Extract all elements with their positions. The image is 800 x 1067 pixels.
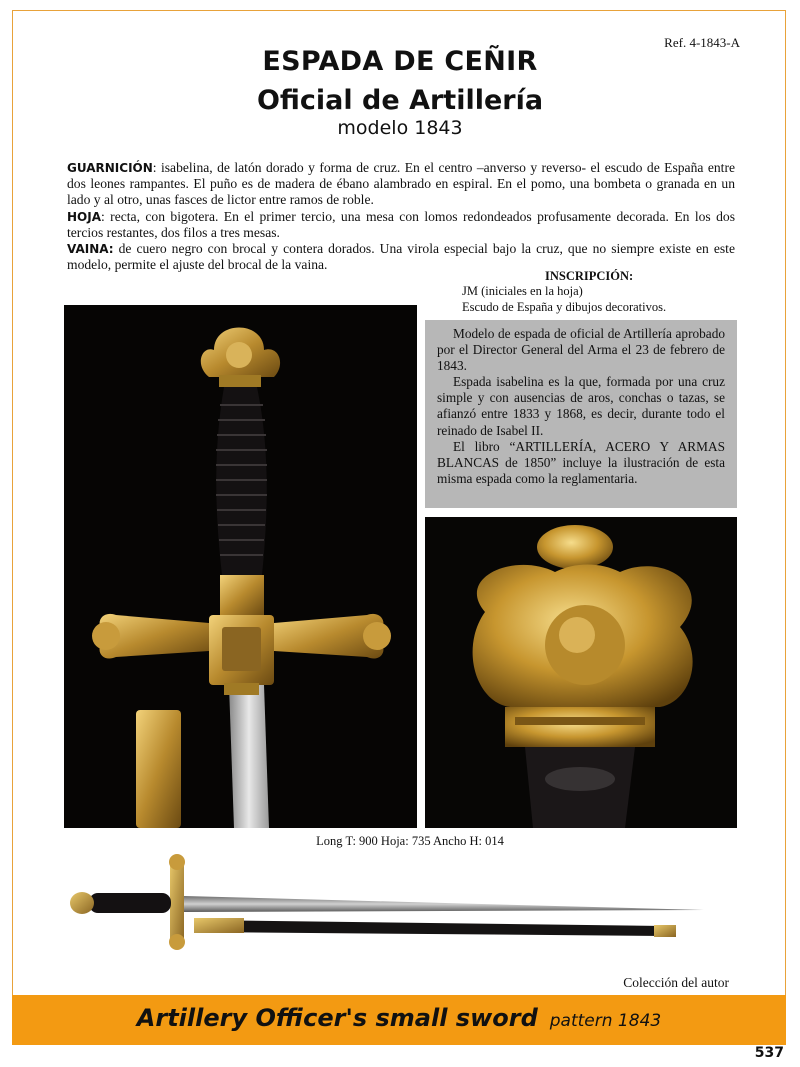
pommel-illustration <box>425 517 737 828</box>
collection-credit: Colección del autor <box>623 975 729 990</box>
full-sword-illustration <box>64 850 744 955</box>
hilt-photo <box>64 305 417 828</box>
banner-title: Artillery Officer's small sword <box>136 1004 538 1032</box>
title-line-3: modelo 1843 <box>337 117 463 139</box>
hoja-label: HOJA <box>67 209 101 224</box>
vaina-text: de cuero negro con brocal y contera dorados. Una virola especial bajo la cruz, que no siempre existe en este modelo, permite el ajuste del brocal de la vaina. <box>67 241 735 273</box>
historical-note <box>425 320 737 508</box>
note-paragraph-2: Espada isabelina es la que, formada por una cruz simple y con ausencias de aros, conchas o tazas, se afianzó entre 1833 y 1868, es decir, durante todo el reinado de Isabel II. <box>437 374 725 438</box>
measurements: Long T: 900 Hoja: 735 Ancho H: 014 <box>316 834 504 848</box>
vaina-label: VAINA: <box>67 242 114 257</box>
title-line-2: Oficial de Artillería <box>256 85 544 116</box>
reference-number: Ref. 4-1843-A <box>664 35 740 50</box>
guarnicion-text: : isabelina, de latón dorado y forma de cruz. En el centro –anverso y reverso- el escudo de España entre dos leones rampantes. El puño es de madera de ébano alambrado en espiral. En el pomo, una bombeta o granada en un lado y al otro, unas fasces de lictor entre ramos de roble. <box>67 160 735 208</box>
guarnicion-paragraph <box>67 160 735 209</box>
guarnicion-label: GUARNICIÓN <box>67 161 153 175</box>
note-paragraph-3: El libro “ARTILLERÍA, ACERO Y ARMAS BLANCAS de 1850” incluye la ilustración de esta misma espada como la reglamentaria. <box>437 438 725 486</box>
pommel-detail-photo <box>425 517 737 828</box>
inscription-line-1: JM (iniciales en la hoja) <box>462 284 583 298</box>
vaina-paragraph <box>67 241 735 273</box>
hilt-illustration <box>64 305 417 828</box>
description <box>67 160 735 273</box>
hoja-paragraph <box>67 209 735 241</box>
page-number: 537 <box>754 1045 784 1061</box>
inscription-title: INSCRIPCIÓN: <box>545 269 634 283</box>
title-line-1: ESPADA DE CEÑIR <box>262 46 538 77</box>
note-paragraph-1: Modelo de espada de oficial de Artillería aprobado por el Director General del Arma el 23 de febrero de 1843. <box>437 326 725 374</box>
english-title-banner <box>12 995 786 1045</box>
banner-subtitle: pattern 1843 <box>549 1011 662 1031</box>
inscription-line-2: Escudo de España y dibujos decorativos. <box>462 300 667 314</box>
full-sword-photo <box>64 850 744 955</box>
hoja-text: : recta, con bigotera. En el primer tercio, una mesa con lomos redondeados profusamente decorada. En los dos tercios restantes, dos filos a tres mesas. <box>67 208 735 240</box>
